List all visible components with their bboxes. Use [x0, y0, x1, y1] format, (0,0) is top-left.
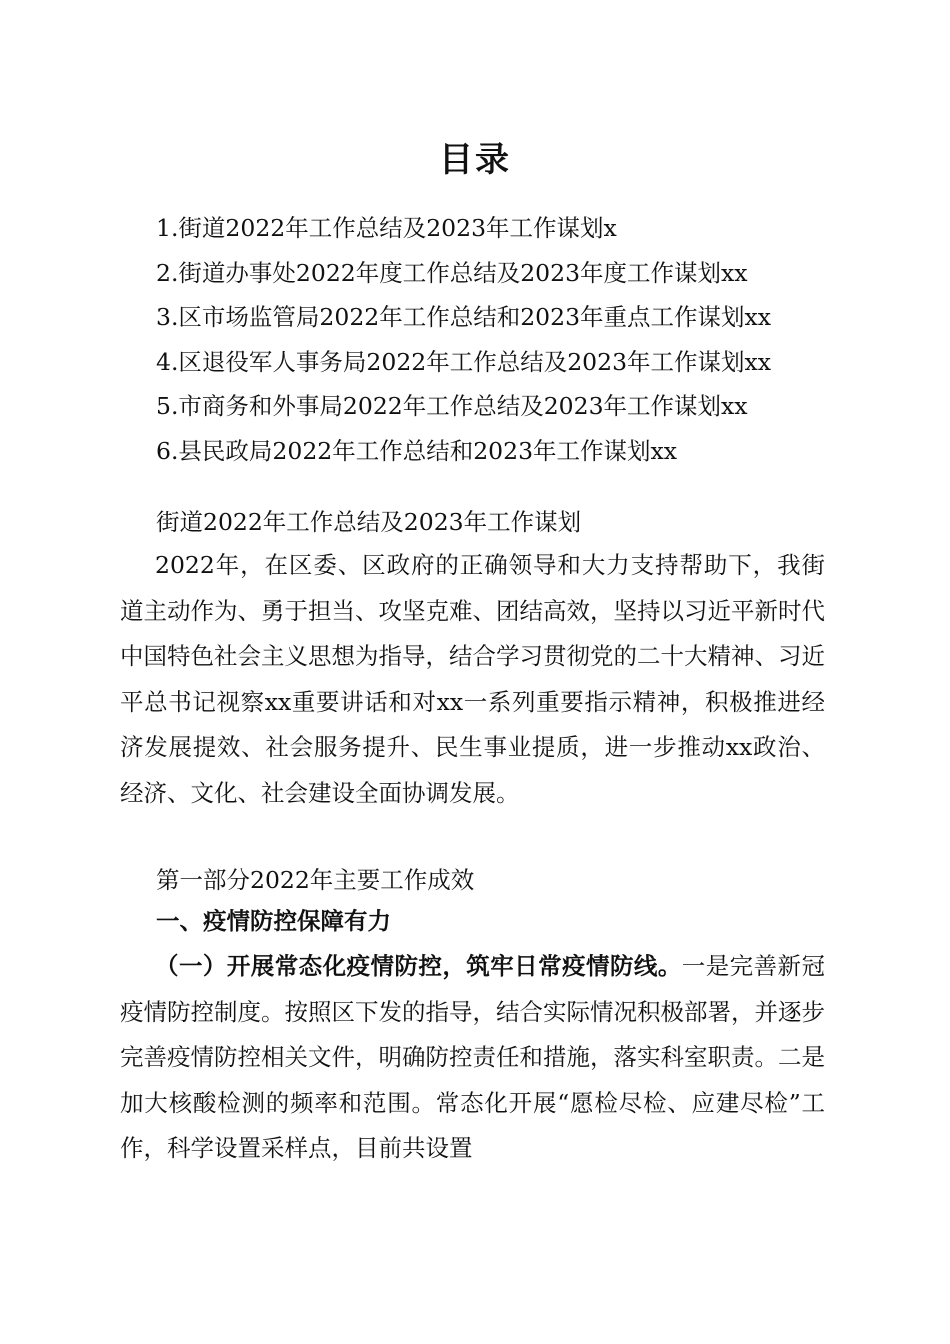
toc-item[interactable]: 3.区市场监管局2022年工作总结和2023年重点工作谋划xx	[156, 303, 772, 331]
toc-item[interactable]: 2.街道办事处2022年度工作总结及2023年度工作谋划xx	[156, 258, 748, 287]
toc-item[interactable]: 4.区退役军人事务局2022年工作总结及2023年工作谋划xx	[156, 347, 772, 376]
toc-item[interactable]: 5.市商务和外事局2022年工作总结及2023年工作谋划xx	[156, 392, 748, 420]
toc-item[interactable]: 6.县民政局2022年工作总结和2023年工作谋划xx	[156, 436, 678, 465]
toc-item[interactable]: 1.街道2022年工作总结及2023年工作谋划x	[156, 214, 617, 242]
table-of-contents	[156, 206, 836, 473]
intro-paragraph: 2022年，在区委、区政府的正确领导和大力支持帮助下，我街道主动作为、勇于担当、攻坚克难、团结高效，坚持以习近平新时代中国特色社会主义思想为指导，结合学习贯彻党的二十大精神、习近平总书记视察xx重要讲话和对xx一系列重要指示精神，积极推进经济发展提效、社会服务提升、民生事业提质，进一步推动xx政治、经济、文化、社会建设全面协调发展。	[120, 551, 825, 807]
body-paragraph	[120, 944, 825, 1172]
document-title: 目录	[439, 140, 511, 180]
paragraph-body: 一是完善新冠疫情防控制度。按照区下发的指导，结合实际情况积极部署，并逐步完善疫情防控相关文件，明确防控责任和措施，落实科室职责。二是加大核酸检测的频率和范围。常态化开展“愿检尽检、应建尽检”工作，科学设置采样点，目前共设置	[120, 952, 826, 1162]
document-heading: 街道2022年工作总结及2023年工作谋划	[156, 508, 582, 536]
paragraph-lead: （一）开展常态化疫情防控，筑牢日常疫情防线。	[155, 952, 682, 980]
section-heading: 一、疫情防控保障有力	[156, 907, 391, 935]
part-heading: 第一部分2022年主要工作成效	[156, 866, 475, 894]
